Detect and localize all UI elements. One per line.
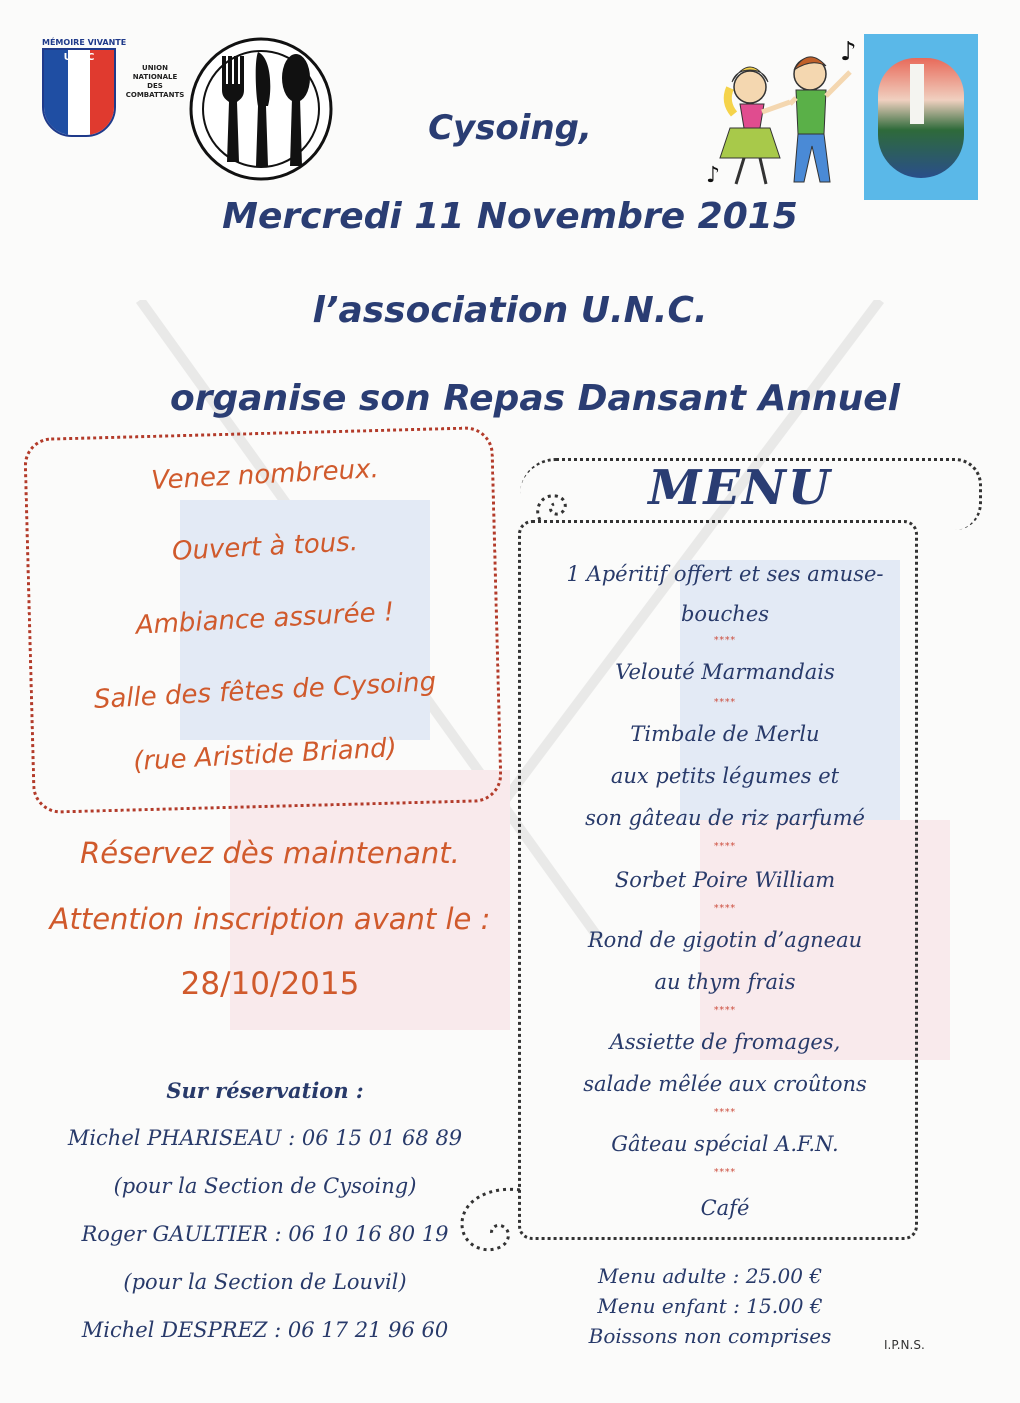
contact-line: Michel PHARISEAU : 06 15 01 68 89 bbox=[67, 1126, 463, 1150]
menu-item: Gâteau spécial A.F.N. bbox=[611, 1132, 839, 1156]
deadline-label: Attention inscription avant le : bbox=[49, 902, 491, 936]
menu-separator: **** bbox=[714, 842, 736, 852]
menu-separator: **** bbox=[714, 1168, 736, 1178]
deadline-date: 28/10/2015 bbox=[180, 966, 360, 1002]
price-child: Menu enfant : 15.00 € bbox=[597, 1294, 823, 1318]
menu-item: Assiette de fromages, bbox=[609, 1030, 841, 1054]
menu-item: Rond de gigotin d’agneau bbox=[587, 928, 863, 952]
contact-line: Michel DESPREZ : 06 17 21 96 60 bbox=[81, 1318, 449, 1342]
menu-separator: **** bbox=[714, 1108, 736, 1118]
info-line-1: Venez nombreux. bbox=[150, 454, 380, 496]
info-line-2: Ouvert à tous. bbox=[171, 527, 359, 567]
unc-text-line: COMBATTANTS bbox=[125, 91, 185, 99]
contact-line: (pour la Section de Louvil) bbox=[123, 1270, 407, 1294]
menu-separator: **** bbox=[714, 904, 736, 914]
menu-item: Timbale de Merlu bbox=[630, 722, 820, 746]
menu-item: au thym frais bbox=[654, 970, 796, 994]
menu-item: 1 Apéritif offert et ses amuse- bbox=[566, 562, 884, 586]
menu-separator: **** bbox=[714, 636, 736, 646]
info-line-3: Ambiance assurée ! bbox=[135, 597, 395, 641]
contacts-heading: Sur réservation : bbox=[166, 1078, 364, 1103]
svg-text:♪: ♪ bbox=[840, 37, 857, 67]
info-line-4: Salle des fêtes de Cysoing bbox=[93, 667, 437, 715]
reserve-now: Réservez dès maintenant. bbox=[80, 836, 460, 870]
price-adult: Menu adulte : 25.00 € bbox=[597, 1264, 823, 1288]
contact-line: Roger GAULTIER : 06 10 16 80 19 bbox=[81, 1222, 449, 1246]
menu-title: MENU bbox=[648, 460, 832, 516]
menu-item: Sorbet Poire William bbox=[614, 868, 836, 892]
town-title: Cysoing, bbox=[428, 108, 592, 148]
event-date: Mercredi 11 Novembre 2015 bbox=[222, 196, 798, 237]
contact-line: (pour la Section de Cysoing) bbox=[113, 1174, 417, 1198]
unc-letters: U N C bbox=[63, 52, 95, 63]
menu-separator: **** bbox=[714, 1006, 736, 1016]
scroll-curl-icon bbox=[456, 1180, 536, 1264]
drinks-note: Boissons non comprises bbox=[588, 1324, 832, 1348]
unc-text-line: NATIONALE bbox=[132, 73, 178, 81]
svg-text:♪: ♪ bbox=[706, 163, 721, 188]
unc-text-line: DES bbox=[147, 82, 163, 90]
association-title: l’association U.N.C. bbox=[312, 290, 708, 331]
menu-item: aux petits légumes et bbox=[610, 764, 840, 788]
ipns-note: I.P.N.S. bbox=[884, 1338, 925, 1352]
menu-item: salade mêlée aux croûtons bbox=[583, 1072, 867, 1096]
menu-separator: **** bbox=[714, 698, 736, 708]
menu-item: bouches bbox=[680, 602, 770, 626]
event-title: organise son Repas Dansant Annuel bbox=[170, 378, 900, 419]
menu-item: Café bbox=[700, 1196, 750, 1220]
menu-item: son gâteau de riz parfumé bbox=[585, 806, 865, 830]
info-line-5: (rue Aristide Briand) bbox=[132, 733, 398, 777]
unc-text-line: UNION bbox=[142, 64, 168, 72]
menu-item: Velouté Marmandais bbox=[615, 660, 835, 684]
unc-logo-caption-top: MÉMOIRE VIVANTE bbox=[42, 38, 127, 47]
